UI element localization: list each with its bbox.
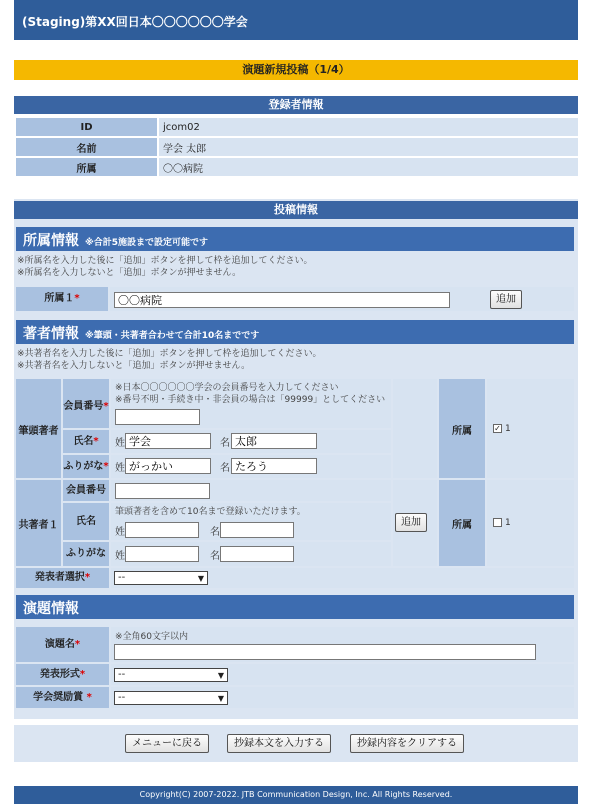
authors-section-title: 著者情報: [23, 326, 79, 342]
sei-prefix: 姓: [115, 438, 125, 449]
co-aff-label: 所属: [439, 480, 485, 566]
first-sei-input[interactable]: [125, 433, 211, 449]
affiliation-section-title: 所属情報: [23, 233, 79, 249]
post-info-heading: 投稿情報: [14, 201, 578, 219]
co-aff-checkbox[interactable]: [493, 518, 502, 527]
authors-hint-1: ※共著者名を入力した後に「追加」ボタンを押して枠を追加してください。: [17, 349, 322, 359]
co-author-label: 共著者１: [16, 480, 61, 566]
chevron-down-icon: ▼: [197, 574, 204, 583]
chevron-down-icon: ▼: [217, 671, 224, 680]
registrant-table: [14, 116, 580, 178]
table-row: [15, 157, 579, 177]
co-aff-number: 1: [505, 518, 511, 528]
member-hint-1: ※日本〇〇〇〇〇〇学会の会員番号を入力してください: [115, 383, 339, 393]
format-label: 発表形式*: [16, 664, 109, 685]
abstract-title-label: 演題名*: [16, 627, 109, 662]
authors-hint-2: ※共著者名を入力しないと「追加」ボタンが押せません。: [17, 361, 251, 371]
co-member-input[interactable]: [115, 483, 210, 499]
registrant-affiliation-value: 〇〇病院: [158, 157, 579, 177]
sei-prefix: 姓: [115, 551, 125, 562]
mei-prefix: 名: [220, 463, 230, 474]
authors-section-header: [16, 320, 574, 344]
co-sei-input[interactable]: [125, 522, 199, 538]
first-mei-input[interactable]: [231, 433, 317, 449]
affiliation-section-header: [16, 227, 574, 251]
abstract-section-header: [16, 595, 574, 619]
first-aff-label: 所属: [439, 379, 485, 478]
co-mei-input[interactable]: [220, 522, 294, 538]
back-to-menu-button[interactable]: メニューに戻る: [125, 734, 209, 753]
first-kana-mei-input[interactable]: [231, 458, 317, 474]
abstract-section-title: 演題情報: [23, 601, 79, 617]
co-kana-mei-input[interactable]: [220, 546, 294, 562]
registrant-affiliation-label: 所属: [15, 157, 158, 177]
format-select[interactable]: -- ▼: [114, 668, 228, 682]
registrant-id-label: ID: [15, 117, 158, 137]
presenter-select[interactable]: -- ▼: [114, 571, 208, 585]
sei-prefix: 姓: [115, 527, 125, 538]
table-row: [15, 137, 579, 157]
input-abstract-button[interactable]: 抄録本文を入力する: [227, 734, 331, 753]
chevron-down-icon: ▼: [217, 694, 224, 703]
co-name-hint: 筆頭著者を含めて10名まで登録いただけます。: [115, 507, 306, 517]
registrant-id-value: jcom02: [158, 117, 579, 137]
sei-prefix: 姓: [115, 463, 125, 474]
table-row: [15, 117, 579, 137]
first-member-input[interactable]: [115, 409, 200, 425]
co-member-label: 会員番号: [63, 480, 109, 501]
mei-prefix: 名: [220, 438, 230, 449]
affiliation-1-input[interactable]: [114, 292, 450, 308]
first-name-label: 氏名*: [63, 430, 109, 453]
mei-prefix: 名: [210, 551, 220, 562]
app-header: [14, 0, 578, 40]
first-author-label: 筆頭著者: [16, 379, 61, 478]
presenter-label: 発表者選択*: [16, 568, 109, 588]
first-spacer-cell: [393, 379, 437, 478]
clear-abstract-button[interactable]: 抄録内容をクリアする: [350, 734, 464, 753]
award-label: 学会奨励賞 *: [16, 687, 109, 708]
affiliation-section-note: ※合計5施設まで設定可能です: [85, 238, 209, 248]
registrant-name-label: 名前: [15, 137, 158, 157]
add-affiliation-button[interactable]: 追加: [490, 290, 522, 309]
first-aff-checkbox[interactable]: ✓: [494, 424, 501, 433]
co-kana-sei-input[interactable]: [125, 546, 199, 562]
affiliation-row-label: 所属１*: [16, 287, 108, 311]
abstract-title-input[interactable]: [114, 644, 536, 660]
co-name-label: 氏名: [63, 503, 109, 540]
affiliation-hint-1: ※所属名を入力した後に「追加」ボタンを押して枠を追加してください。: [17, 256, 313, 266]
first-kana-sei-input[interactable]: [125, 458, 211, 474]
member-hint-2: ※番号不明・手続き中・非会員の場合は「99999」としてください: [115, 395, 386, 405]
first-kana-label: ふりがな*: [63, 455, 109, 478]
affiliation-hint-2: ※所属名を入力しないと「追加」ボタンが押せません。: [17, 268, 242, 278]
authors-section-note: ※筆頭・共著者合わせて合計10名までです: [85, 331, 260, 341]
co-kana-label: ふりがな: [63, 542, 109, 566]
registrant-name-value: 学会 太郎: [158, 137, 579, 157]
app-title: (Staging)第XX回日本〇〇〇〇〇〇学会: [22, 15, 248, 29]
mei-prefix: 名: [210, 527, 220, 538]
footer-copyright: Copyright(C) 2007-2022. JTB Communication Design, Inc. All Rights Reserved.: [14, 786, 578, 804]
first-aff-number: 1: [505, 424, 511, 434]
registrant-heading: 登録者情報: [14, 96, 578, 114]
award-select[interactable]: -- ▼: [114, 691, 228, 705]
page-title: 演題新規投稿（1/4）: [14, 60, 578, 80]
add-co-author-button[interactable]: 追加: [395, 513, 427, 532]
first-member-label: 会員番号*: [63, 379, 109, 428]
abstract-title-hint: ※全角60文字以内: [115, 632, 188, 642]
